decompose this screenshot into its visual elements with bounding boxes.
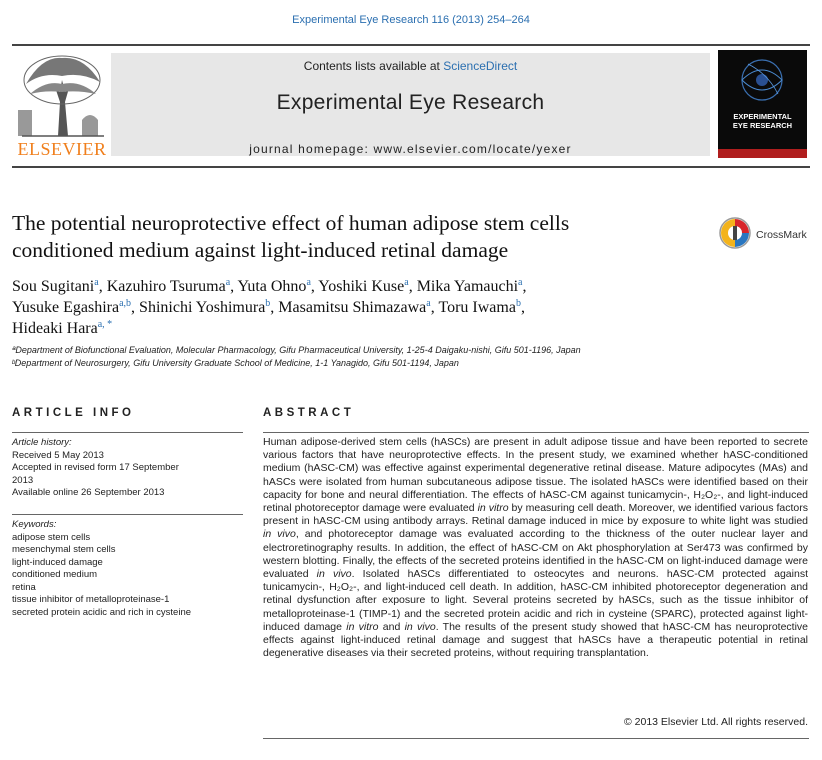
author-affiliation-mark[interactable]: a: [94, 277, 99, 288]
author-separator: ,: [230, 278, 238, 295]
history-label: Article history:: [12, 437, 72, 448]
author-separator: ,: [430, 299, 439, 316]
crossmark-label: CrossMark: [756, 229, 807, 241]
author-name[interactable]: Mika Yamauchi: [416, 278, 519, 295]
author-name[interactable]: Yusuke Egashira: [12, 299, 120, 316]
keywords-block: [12, 519, 242, 619]
cover-title: EXPERIMENTAL EYE RESEARCH: [732, 112, 793, 130]
publisher-logo-text: ELSEVIER: [17, 139, 107, 159]
abstract-rule: [263, 432, 809, 433]
elsevier-tree-logo[interactable]: [12, 50, 112, 160]
abstract-body: Human adipose-derived stem cells (hASCs) are present in adult adipose tissue and have been reported to secrete various factors that have neuroprotective effects. In the present study, we examined whether hASC-conditioned medium (hASC-CM) was effective against experimental degenerative retinal disease. Mature adipocytes (MAs) and hASCs were isolated from human subcutaneous adipose tissue. The isolated hASCs were identified based on their capacity for bone and neural differentiation. The effects of hASC-CM against tunicamycin-, H₂O₂-, and light-induced retinal photoreceptor damage were evaluated in vitro by measuring cell death. Moreover, we identified various factors present in hASC-CM using antibody arrays. Retinal damage induced in mice by exposure to white light was studied in vivo, and photoreceptor damage was evaluated according to the thickness of the outer nuclear layer and electroretinography results. In addition, the effect of hASC-CM on Akt phosphorylation at Ser473 was confirmed by western blotting. Finally, the effects of the secreted proteins identified in the hASC-CM on light-induced damage were evaluated in vivo. Isolated hASCs differentiated to osteocytes and neurons. hASC-CM protected against tunicamycin-, H₂O₂-, and light-induced cell death. In addition, hASC-CM inhibited photoreceptor degeneration and retinal dysfunction after exposure to light. Several proteins secreted by hASCs, such as the tissue inhibitor of metalloproteinase-1 (TIMP-1) and the secreted protein acidic and rich in cysteine (SPARC), protected against light-induced damage in vitro and in vivo. The results of the present study showed that hASC-CM has neuroprotective effects against light-induced retinal damage and suggest that hASCs have a therapeutic potential in retinal degenerative diseases via their secreted proteins, without requiring transplantation.: [263, 436, 809, 660]
crossmark-button[interactable]: [718, 216, 818, 250]
keyword: retina: [12, 581, 36, 593]
journal-title: Experimental Eye Research: [276, 91, 545, 114]
crossmark-icon: [718, 216, 752, 250]
keyword: mesenchymal stem cells: [12, 544, 116, 555]
accepted-date-year: 2013: [12, 474, 34, 486]
journal-homepage[interactable]: journal homepage: www.elsevier.com/locate/yexer: [249, 142, 572, 156]
journal-cover-image[interactable]: [718, 50, 807, 158]
author-name[interactable]: Shinichi Yoshimura: [139, 299, 266, 316]
author-separator: ,: [522, 278, 527, 295]
sciencedirect-link[interactable]: ScienceDirect: [443, 59, 518, 73]
author-name[interactable]: Toru Iwama: [438, 299, 516, 316]
journal-citation[interactable]: Experimental Eye Research 116 (2013) 254–264: [292, 14, 530, 26]
author-affiliation-mark[interactable]: a: [404, 277, 409, 288]
article-info-heading: ARTICLE INFO: [12, 407, 135, 419]
tree-icon: [12, 50, 112, 138]
journal-banner: [12, 50, 810, 160]
keyword: light-induced damage: [12, 556, 103, 568]
copyright-notice: © 2013 Elsevier Ltd. All rights reserved.: [624, 716, 808, 728]
article-info-rule: [12, 432, 243, 433]
cover-artwork-icon: [718, 50, 807, 110]
author-name[interactable]: Sou Sugitani: [12, 278, 95, 295]
author-affiliation-mark[interactable]: b: [515, 298, 521, 309]
affiliation-a: ªDepartment of Biofunctional Evaluation, Molecular Pharmacology, Gifu Pharmaceutical University, 1-25-4 Daigaku-nishi, Gifu 501-1196, Japan: [12, 345, 581, 355]
author-name[interactable]: Yuta Ohno: [237, 278, 307, 295]
received-date: Received 5 May 2013: [12, 449, 104, 461]
abstract-heading: ABSTRACT: [263, 407, 355, 419]
author-affiliation-mark[interactable]: a: [426, 298, 431, 309]
author-affiliation-mark[interactable]: a: [225, 277, 231, 288]
author-affiliation-mark[interactable]: b: [265, 298, 271, 309]
keywords-rule: [12, 514, 243, 515]
journal-header-box: [111, 53, 710, 156]
contents-prefix: Contents lists available at: [303, 59, 444, 73]
author-affiliation-mark[interactable]: a, *: [97, 319, 113, 330]
author-separator: ,: [520, 299, 525, 316]
article-history: [12, 437, 242, 500]
author-separator: ,: [131, 299, 140, 316]
affiliations: [12, 344, 802, 370]
keyword: conditioned medium: [12, 569, 98, 580]
author-separator: ,: [310, 278, 319, 295]
author-affiliation-mark[interactable]: a,b: [119, 298, 132, 309]
author-affiliation-mark[interactable]: a: [306, 277, 311, 288]
author-separator: ,: [98, 278, 107, 295]
keyword: adipose stem cells: [12, 531, 91, 543]
affiliation-b: ᵇDepartment of Neurosurgery, Gifu University Graduate School of Medicine, 1-1 Yanagido, Gifu 501-1194, Japan: [12, 358, 459, 368]
author-name[interactable]: Hideaki Hara: [12, 320, 98, 337]
online-date: Available online 26 September 2013: [12, 487, 165, 498]
article-title: The potential neuroprotective effect of human adipose stem cells conditioned medium against light-induced retinal damage: [12, 211, 570, 262]
author-name[interactable]: Masamitsu Shimazawa: [278, 299, 427, 316]
author-separator: ,: [270, 299, 279, 316]
author-name[interactable]: Yoshiki Kuse: [318, 278, 405, 295]
author-name[interactable]: Kazuhiro Tsuruma: [106, 278, 226, 295]
cover-red-bar: [718, 149, 807, 158]
accepted-date: Accepted in revised form 17 September: [12, 462, 179, 473]
abstract-bottom-rule: [263, 738, 809, 739]
header-bottom-rule: [12, 166, 810, 168]
keywords-label: Keywords:: [12, 519, 57, 530]
contents-available-line: [111, 59, 710, 73]
author-list: [12, 276, 712, 339]
keyword: tissue inhibitor of metalloproteinase-1: [12, 594, 170, 605]
author-separator: ,: [408, 278, 417, 295]
keyword: secreted protein acidic and rich in cysteine: [12, 606, 192, 618]
author-affiliation-mark[interactable]: a: [518, 277, 523, 288]
header-top-rule: [12, 44, 810, 46]
